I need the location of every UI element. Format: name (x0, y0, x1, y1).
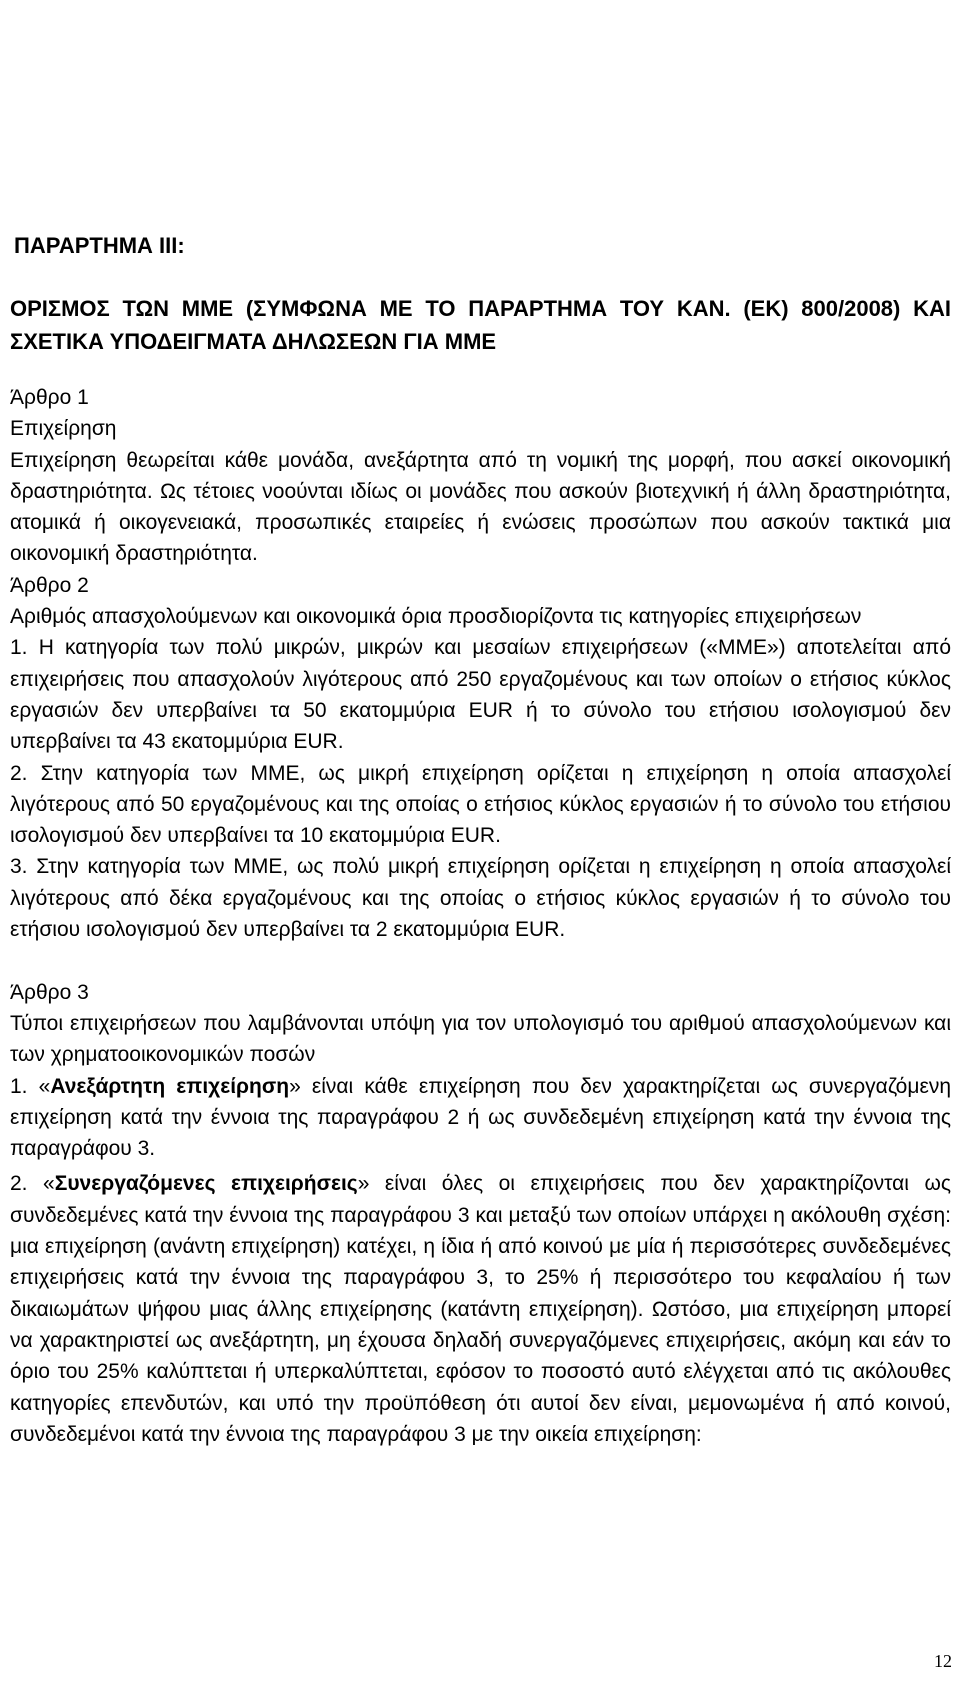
document-heading: ΟΡΙΣΜΟΣ ΤΩΝ ΜΜΕ (ΣΥΜΦΩΝΑ ΜΕ ΤΟ ΠΑΡΑΡΤΗΜΑ ΤΟΥ ΚΑΝ. (ΕΚ) 800/2008) ΚΑΙ ΣΧΕΤΙΚΑ ΥΠΟΔΕΙΓΜΑΤΑ ΔΗΛΩΣΕΩΝ ΓΙΑ ΜΜΕ (10, 296, 951, 354)
article-1-text: Επιχείρηση θεωρείται κάθε μονάδα, ανεξάρτητα από τη νομική της μορφή, που ασκεί οικονομική δραστηριότητα. Ως τέτοιες νοούνται ιδίως οι μονάδες που ασκούν βιοτεχνική ή άλλη δραστηριότητα, ατομικά ή οικογενειακά, προσωπικές εταιρείες ή ενώσεις προσώπων που ασκούν τακτικά μια οικονομική δραστηριότητα. (10, 448, 951, 566)
article-3-p1-prefix: 1. « (10, 1074, 51, 1098)
article-1-title: Επιχείρηση (10, 417, 117, 441)
page-number: 12 (934, 1651, 952, 1671)
article-2-number: Άρθρο 2 (10, 573, 89, 597)
article-1-number: Άρθρο 1 (10, 386, 89, 409)
article-3-p1-rest: » είναι κάθε επιχείρηση που δεν χαρακτηρίζεται ως συνεργαζόμενη επιχείρηση κατά την έννοια της παραγράφου 2 ή ως συνδεδεμένη επιχείρηση κατά την έννοια της παραγράφου 3. (10, 1074, 951, 1161)
article-3-p2-rest: » είναι όλες οι επιχειρήσεις που δεν χαρακτηρίζονται ως συνδεδεμένες κατά την έννοια της παραγράφου 3 και μεταξύ των οποίων υπάρχει η ακόλουθη σχέση: μια επιχείρηση (ανάντη επιχείρηση) κατέχει, η ίδια ή από κοινού με μία ή περισσότερες συνδεδεμένες επιχειρήσεις κατά την έννοια της παραγράφου 3, το 25% ή περισσότερο του κεφαλαίου ή των δικαιωμάτων ψήφου μιας άλλης επιχείρησης (κατάντη επιχείρηση). Ωστόσο, μια επιχείρηση μπορεί να χαρακτηριστεί ως ανεξάρτητη, μη έχουσα δηλαδή συνεργαζόμενες επιχειρήσεις, ακόμη και εάν το όριο του 25% καλύπτεται ή υπερκαλύπτεται, εφόσον το ποσοστό αυτό ελέγχεται από τις ακόλουθες κατηγορίες επενδυτών, και υπό την προϋπόθεση ότι αυτοί δεν είναι, μεμονωμένα ή από κοινού, συνδεδεμένοι κατά την έννοια της παραγράφου 3 με την οικεία επιχείρηση: (10, 1172, 951, 1446)
article-3-p2-prefix: 2. « (10, 1172, 55, 1196)
article-2-title: Αριθμός απασχολούμενων και οικονομικά όρια προσδιορίζοντα τις κατηγορίες επιχειρήσεων (10, 605, 862, 629)
document-body (10, 382, 951, 1450)
article-3-paragraph-1 (10, 1071, 951, 1165)
article-3-paragraph-2 (10, 1168, 951, 1450)
annex-title: ΠΑΡΑΡΤΗΜΑ ΙΙΙ: (14, 233, 185, 258)
blank-line (10, 945, 951, 976)
article-2-paragraph-2: 2. Στην κατηγορία των ΜΜΕ, ως μικρή επιχείρηση ορίζεται η επιχείρηση η οποία απασχολεί λιγότερους από 50 εργαζομένους και της οποίας ο ετήσιος κύκλος εργασιών ή το σύνολο του ετήσιου ισολογισμού δεν υπερβαίνει τα 10 εκατομμύρια EUR. (10, 761, 951, 848)
article-2-paragraph-1: 1. Η κατηγορία των πολύ μικρών, μικρών και μεσαίων επιχειρήσεων («ΜΜΕ») αποτελείται από επιχειρήσεις που απασχολούν λιγότερους από 250 εργαζομένους και των οποίων ο ετήσιος κύκλος εργασιών δεν υπερβαίνει τα 50 εκατομμύρια EUR ή το σύνολο του ετήσιου ισολογισμού δεν υπερβαίνει τα 43 εκατομμύρια EUR. (10, 636, 951, 754)
article-3-p1-term: Ανεξάρτητη επιχείρηση (50, 1074, 290, 1098)
article-3-p2-term: Συνεργαζόμενες επιχειρήσεις (54, 1172, 358, 1196)
article-3-title: Τύποι επιχειρήσεων που λαμβάνονται υπόψη για τον υπολογισμό του αριθμού απασχολούμενων και των χρηματοοικονομικών ποσών (10, 1011, 951, 1067)
article-3-number: Άρθρο 3 (10, 980, 89, 1004)
article-2-paragraph-3: 3. Στην κατηγορία των ΜΜΕ, ως πολύ μικρή επιχείρηση ορίζεται η επιχείρηση η οποία απασχολεί λιγότερους από δέκα εργαζομένους και της οποίας ο ετήσιος κύκλος εργασιών ή το σύνολο του ετήσιου ισολογισμού δεν υπερβαίνει τα 2 εκατομμύρια EUR. (10, 855, 951, 942)
